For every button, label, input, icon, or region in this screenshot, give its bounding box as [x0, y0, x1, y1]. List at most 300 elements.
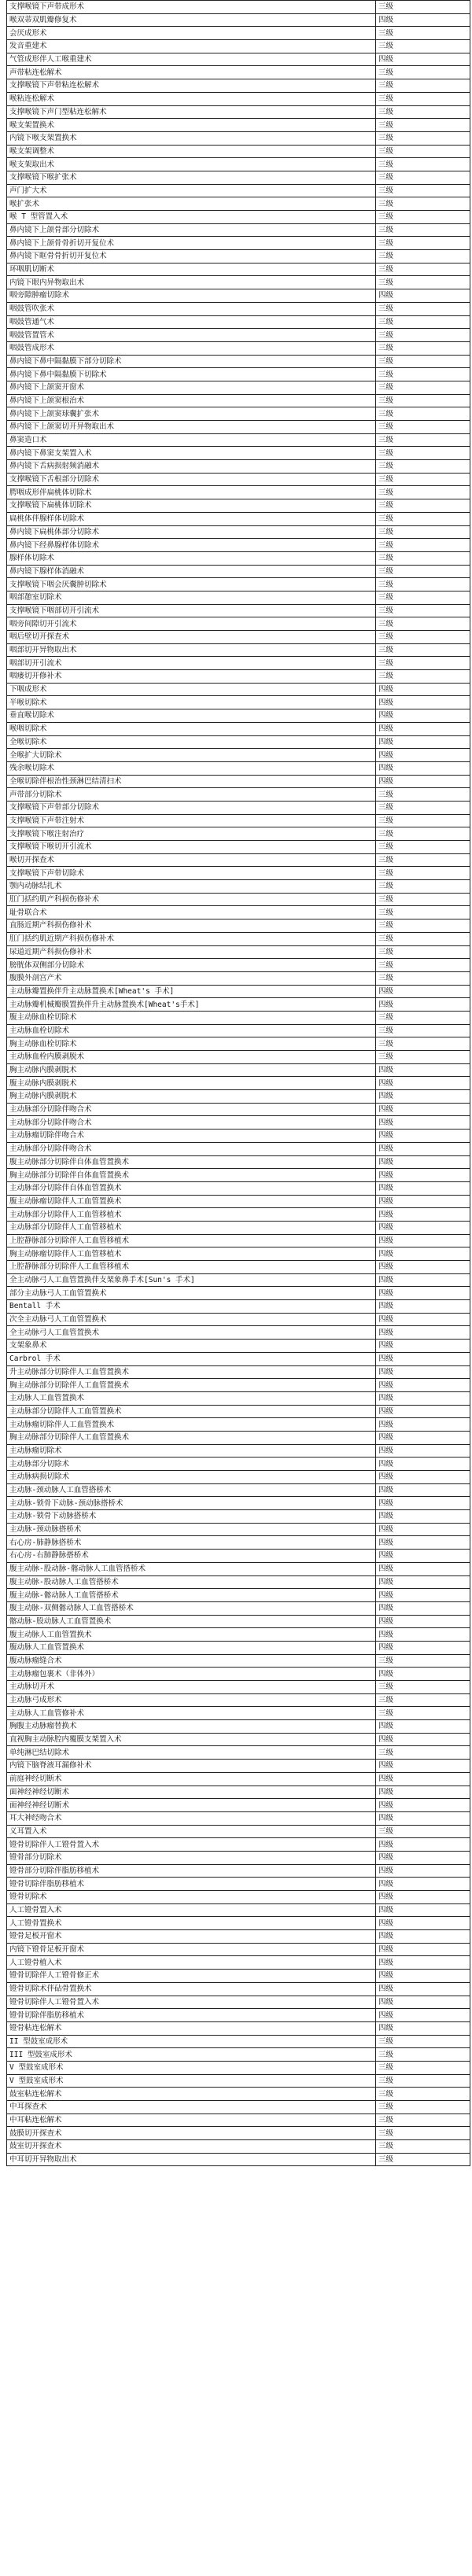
surgery-level-cell: 三级	[376, 959, 470, 972]
procedure-name-cell: 全喉切除术	[7, 735, 376, 749]
procedure-name-cell: 下咽成形术	[7, 683, 376, 696]
procedure-name-cell: 鼻内镜下舌病损射频消融术	[7, 460, 376, 474]
table-row	[7, 657, 470, 670]
table-row	[7, 1077, 470, 1090]
surgery-level-cell: 四级	[376, 1208, 470, 1222]
surgery-level-cell: 三级	[376, 1011, 470, 1024]
procedure-name-cell: 声门扩大术	[7, 184, 376, 197]
procedure-name-cell: 鼻内镜下鼻中隔黏膜下部分切除术	[7, 355, 376, 368]
table-row	[7, 1273, 470, 1287]
table-row	[7, 1130, 470, 1143]
surgery-level-cell: 四级	[376, 775, 470, 788]
table-row	[7, 1562, 470, 1575]
surgery-level-cell: 四级	[376, 1562, 470, 1575]
surgery-level-cell: 三级	[376, 2127, 470, 2140]
surgery-level-cell: 三级	[376, 27, 470, 40]
surgery-level-cell: 三级	[376, 499, 470, 513]
surgery-level-cell: 四级	[376, 1536, 470, 1550]
procedure-name-cell: 喉切开探查术	[7, 853, 376, 867]
surgery-level-cell: 四级	[376, 709, 470, 723]
surgery-level-table	[6, 0, 470, 2166]
surgery-level-cell: 四级	[376, 1510, 470, 1524]
surgery-level-cell: 三级	[376, 617, 470, 631]
surgery-level-cell: 三级	[376, 237, 470, 250]
surgery-level-cell: 四级	[376, 1352, 470, 1365]
table-row	[7, 447, 470, 460]
table-row	[7, 1707, 470, 1720]
surgery-level-cell: 三级	[376, 381, 470, 394]
table-row	[7, 1313, 470, 1326]
table-row	[7, 1090, 470, 1104]
table-row	[7, 696, 470, 709]
surgery-level-cell: 四级	[376, 1234, 470, 1247]
procedure-name-cell: 上腔静脉部分切除伴人工血管移植术	[7, 1261, 376, 1274]
procedure-name-cell: 支撑喉镜下喉扩张术	[7, 171, 376, 184]
surgery-level-cell: 四级	[376, 1458, 470, 1471]
surgery-level-cell: 三级	[376, 302, 470, 315]
surgery-level-cell: 四级	[376, 1287, 470, 1300]
table-row	[7, 1891, 470, 1904]
procedure-name-cell: 主动脉人工血管修补术	[7, 1707, 376, 1720]
surgery-level-cell: 四级	[376, 1090, 470, 1104]
procedure-name-cell: 主动脉弓成形术	[7, 1693, 376, 1707]
surgery-level-cell: 四级	[376, 1772, 470, 1786]
surgery-level-cell: 三级	[376, 880, 470, 894]
table-row	[7, 302, 470, 315]
procedure-name-cell: 腭咽成形伴扁桃体切除术	[7, 486, 376, 499]
table-row	[7, 1510, 470, 1524]
table-row	[7, 1693, 470, 1707]
procedure-name-cell: 面神经神经切断术	[7, 1799, 376, 1812]
table-row	[7, 670, 470, 684]
surgery-level-cell: 三级	[376, 66, 470, 79]
procedure-name-cell: 腹主动脉-髂动脉人工血管搭桥术	[7, 1589, 376, 1602]
surgery-level-cell: 四级	[376, 1733, 470, 1746]
surgery-level-cell: 三级	[376, 801, 470, 814]
surgery-level-cell: 四级	[376, 1326, 470, 1340]
table-row	[7, 473, 470, 486]
table-row	[7, 1169, 470, 1182]
table-row	[7, 880, 470, 894]
surgery-level-cell: 三级	[376, 2101, 470, 2114]
surgery-level-cell: 三级	[376, 223, 470, 237]
procedure-name-cell: 髂动脉-股动脉人工血管置换术	[7, 1615, 376, 1628]
surgery-level-cell: 三级	[376, 119, 470, 132]
procedure-name-cell: 镫骨切除术伴砧骨置换术	[7, 1982, 376, 1996]
table-row	[7, 27, 470, 40]
procedure-name-cell: 支撑喉镜下喉注射治疗	[7, 827, 376, 841]
table-row	[7, 722, 470, 735]
procedure-name-cell: 胸主动脉血栓切除术	[7, 1037, 376, 1051]
table-row	[7, 1943, 470, 1956]
surgery-level-cell: 四级	[376, 985, 470, 998]
surgery-level-cell: 三级	[376, 643, 470, 657]
surgery-level-cell: 四级	[376, 1996, 470, 2009]
table-row	[7, 250, 470, 263]
surgery-level-cell: 四级	[376, 1668, 470, 1681]
procedure-name-cell: 鼓膜切开探查术	[7, 2127, 376, 2140]
table-row	[7, 53, 470, 66]
surgery-level-cell: 四级	[376, 1300, 470, 1314]
table-row	[7, 1497, 470, 1510]
table-row	[7, 1365, 470, 1379]
table-row	[7, 237, 470, 250]
surgery-level-cell: 三级	[376, 2088, 470, 2101]
procedure-name-cell: 支撑喉镜下声带切除术	[7, 867, 376, 880]
procedure-name-cell: 面神经神经切断术	[7, 1786, 376, 1799]
procedure-name-cell: Bentall 手术	[7, 1300, 376, 1314]
table-row	[7, 119, 470, 132]
surgery-level-cell: 四级	[376, 53, 470, 66]
surgery-level-cell: 三级	[376, 1693, 470, 1707]
procedure-name-cell: 支撑喉镜下声门型粘连松解术	[7, 105, 376, 119]
surgery-level-cell: 四级	[376, 1786, 470, 1799]
table-row	[7, 1181, 470, 1195]
surgery-level-cell: 四级	[376, 1970, 470, 1983]
surgery-level-cell: 三级	[376, 2061, 470, 2074]
procedure-name-cell: 咽鼓管吹张术	[7, 302, 376, 315]
table-row	[7, 1011, 470, 1024]
surgery-level-cell: 三级	[376, 79, 470, 93]
surgery-level-cell: 三级	[376, 1825, 470, 1838]
procedure-name-cell: 咽部切开异物取出术	[7, 643, 376, 657]
surgery-level-cell: 三级	[376, 906, 470, 919]
surgery-level-cell: 四级	[376, 722, 470, 735]
surgery-level-cell: 四级	[376, 1903, 470, 1917]
surgery-level-cell: 三级	[376, 197, 470, 211]
procedure-name-cell: 上腔静脉部分切除伴人工血管移植术	[7, 1234, 376, 1247]
surgery-level-cell: 四级	[376, 1575, 470, 1589]
procedure-name-cell: 镫骨部分切除伴脂肪移植术	[7, 1864, 376, 1878]
procedure-name-cell: 胸主动脉内膜剥脱术	[7, 1090, 376, 1104]
table-row	[7, 631, 470, 644]
procedure-name-cell: 咽旁隙肿瘤切除术	[7, 289, 376, 303]
surgery-level-cell: 三级	[376, 145, 470, 158]
table-row	[7, 814, 470, 827]
table-row	[7, 801, 470, 814]
table-row	[7, 1811, 470, 1825]
surgery-level-cell: 三级	[376, 473, 470, 486]
surgery-level-cell: 四级	[376, 1917, 470, 1930]
table-row	[7, 775, 470, 788]
table-row	[7, 551, 470, 565]
surgery-level-cell: 四级	[376, 1418, 470, 1432]
procedure-name-cell: 主动脉-颈动脉人工血管搭桥术	[7, 1483, 376, 1497]
table-row	[7, 919, 470, 933]
procedure-name-cell: 主动脉血栓内膜剥脱术	[7, 1051, 376, 1064]
procedure-name-cell: 腹主动脉-股动脉人工血管搭桥术	[7, 1575, 376, 1589]
procedure-name-cell: 内镜下镫骨足板开窗术	[7, 1943, 376, 1956]
table-row	[7, 853, 470, 867]
procedure-name-cell: 咽瘘切开修补术	[7, 670, 376, 684]
surgery-level-cell: 三级	[376, 945, 470, 959]
table-row	[7, 1155, 470, 1169]
surgery-level-cell: 三级	[376, 1037, 470, 1051]
table-row	[7, 617, 470, 631]
procedure-name-cell: V 型鼓室成形术	[7, 2061, 376, 2074]
surgery-level-cell: 四级	[376, 735, 470, 749]
table-row	[7, 1550, 470, 1563]
surgery-level-cell: 三级	[376, 2035, 470, 2048]
surgery-level-cell: 三级	[376, 971, 470, 985]
table-row	[7, 66, 470, 79]
surgery-level-cell: 四级	[376, 1589, 470, 1602]
procedure-name-cell: 镫骨切除伴人工镫骨置入术	[7, 1996, 376, 2009]
surgery-level-cell: 四级	[376, 1405, 470, 1418]
procedure-name-cell: 支撑喉镜下喉切开引流术	[7, 841, 376, 854]
table-row	[7, 407, 470, 421]
procedure-name-cell: 部分主动脉弓人工血管置换术	[7, 1287, 376, 1300]
table-row	[7, 499, 470, 513]
table-row	[7, 341, 470, 355]
surgery-level-cell: 三级	[376, 40, 470, 53]
table-row	[7, 749, 470, 762]
procedure-name-cell: 直视胸主动脉腔内覆膜支架置入术	[7, 1733, 376, 1746]
table-row	[7, 2009, 470, 2022]
surgery-level-cell: 三级	[376, 604, 470, 617]
procedure-name-cell: 镫骨切除伴人工镫骨修正术	[7, 1970, 376, 1983]
surgery-level-cell: 三级	[376, 1707, 470, 1720]
procedure-name-cell: 尿道近期产科损伤修补术	[7, 945, 376, 959]
surgery-level-cell: 四级	[376, 1391, 470, 1405]
surgery-level-cell: 四级	[376, 761, 470, 775]
table-row	[7, 197, 470, 211]
procedure-name-cell: 鼻窦造口术	[7, 433, 376, 447]
procedure-name-cell: 全喉切除伴根治性颈淋巴结清扫术	[7, 775, 376, 788]
surgery-level-cell: 四级	[376, 1431, 470, 1444]
surgery-level-cell: 四级	[376, 1483, 470, 1497]
table-row	[7, 998, 470, 1012]
table-row	[7, 1340, 470, 1353]
surgery-level-cell: 四级	[376, 1601, 470, 1615]
table-row	[7, 1, 470, 14]
procedure-name-cell: 中耳粘连松解术	[7, 2113, 376, 2127]
procedure-name-cell: 胸主动脉部分切除伴自体血管置换术	[7, 1169, 376, 1182]
procedure-name-cell: 主动脉瓣机械瓣膜置换伴升主动脉置换术[Wheat's手术]	[7, 998, 376, 1012]
procedure-name-cell: 鼻内镜下腺样体消融术	[7, 565, 376, 578]
procedure-name-cell: 主动脉-颈动脉搭桥术	[7, 1523, 376, 1536]
surgery-level-cell: 三级	[376, 631, 470, 644]
table-row	[7, 394, 470, 407]
table-row	[7, 1444, 470, 1458]
table-row	[7, 1391, 470, 1405]
surgery-level-cell: 三级	[376, 1, 470, 14]
table-row	[7, 841, 470, 854]
procedure-name-cell: 腹动脉人工血管置换术	[7, 1641, 376, 1654]
procedure-name-cell: 扁桃体伴腺样体切除术	[7, 512, 376, 525]
procedure-name-cell: 支撑喉镜下声带粘连松解术	[7, 79, 376, 93]
surgery-level-cell: 四级	[376, 1379, 470, 1392]
procedure-name-cell: 腹主动脉内膜剥脱术	[7, 1077, 376, 1090]
procedure-name-cell: 喉支架取出术	[7, 158, 376, 171]
table-body	[7, 1, 470, 2166]
surgery-level-cell: 四级	[376, 1550, 470, 1563]
surgery-level-cell: 四级	[376, 1628, 470, 1642]
surgery-level-cell: 四级	[376, 1471, 470, 1484]
table-row	[7, 604, 470, 617]
surgery-level-cell: 三级	[376, 341, 470, 355]
surgery-level-cell: 三级	[376, 539, 470, 552]
procedure-name-cell: 镫骨切除术	[7, 1891, 376, 1904]
procedure-name-cell: 咽鼓管成形术	[7, 341, 376, 355]
surgery-level-cell: 三级	[376, 788, 470, 802]
procedure-name-cell: 镫骨粘连松解术	[7, 2021, 376, 2035]
procedure-name-cell: 支架象鼻术	[7, 1340, 376, 1353]
table-row	[7, 1287, 470, 1300]
surgery-level-cell: 四级	[376, 1261, 470, 1274]
table-row	[7, 1234, 470, 1247]
table-row	[7, 1431, 470, 1444]
table-row	[7, 1024, 470, 1037]
procedure-name-cell: 喉粘连松解术	[7, 92, 376, 105]
surgery-level-cell: 四级	[376, 1943, 470, 1956]
surgery-level-cell: 三级	[376, 421, 470, 434]
surgery-level-cell: 三级	[376, 814, 470, 827]
surgery-level-cell: 四级	[376, 1720, 470, 1734]
table-row	[7, 709, 470, 723]
table-row	[7, 1851, 470, 1864]
surgery-level-cell: 四级	[376, 1641, 470, 1654]
table-row	[7, 827, 470, 841]
surgery-level-cell: 三级	[376, 893, 470, 906]
procedure-name-cell: 喉咽切除术	[7, 722, 376, 735]
procedure-name-cell: 主动脉瓣置换伴升主动脉置换术[Wheat's 手术]	[7, 985, 376, 998]
table-row	[7, 329, 470, 342]
surgery-level-cell: 四级	[376, 289, 470, 303]
table-row	[7, 368, 470, 381]
table-row	[7, 512, 470, 525]
procedure-name-cell: II 型鼓室成形术	[7, 2035, 376, 2048]
table-row	[7, 1483, 470, 1497]
procedure-name-cell: 腹主动脉血栓切除术	[7, 1011, 376, 1024]
surgery-level-cell: 三级	[376, 565, 470, 578]
table-row	[7, 1996, 470, 2009]
table-row	[7, 1418, 470, 1432]
surgery-level-cell: 三级	[376, 158, 470, 171]
surgery-level-cell: 四级	[376, 1851, 470, 1864]
surgery-level-cell: 三级	[376, 355, 470, 368]
table-row	[7, 2088, 470, 2101]
procedure-name-cell: 鼻内镜下经鼻腺样体切除术	[7, 539, 376, 552]
procedure-name-cell: 支撑喉镜下声带成形术	[7, 1, 376, 14]
table-row	[7, 1628, 470, 1642]
procedure-name-cell: 腹动脉瘤缝合术	[7, 1654, 376, 1668]
procedure-name-cell: 右心房-右肺静脉搭桥术	[7, 1550, 376, 1563]
procedure-name-cell: 耻骨联合术	[7, 906, 376, 919]
surgery-level-cell: 三级	[376, 486, 470, 499]
surgery-level-cell: 三级	[376, 919, 470, 933]
table-row	[7, 184, 470, 197]
procedure-name-cell: 镫骨部分切除术	[7, 1851, 376, 1864]
surgery-level-cell: 三级	[376, 433, 470, 447]
table-row	[7, 433, 470, 447]
procedure-name-cell: 鼻内镜下上颌骨部分切除术	[7, 223, 376, 237]
procedure-name-cell: 主动脉部分切除术	[7, 1458, 376, 1471]
procedure-name-cell: 胸主动脉瘤切除伴人工血管移植术	[7, 1247, 376, 1261]
table-row	[7, 1825, 470, 1838]
table-row	[7, 315, 470, 329]
surgery-level-cell: 三级	[376, 329, 470, 342]
procedure-name-cell: 支撑喉镜下扁桃体切除术	[7, 499, 376, 513]
table-row	[7, 565, 470, 578]
procedure-name-cell: 咽鼓管通气术	[7, 315, 376, 329]
surgery-level-cell: 三级	[376, 1051, 470, 1064]
table-row	[7, 105, 470, 119]
table-row	[7, 1956, 470, 1970]
procedure-name-cell: 会厌成形术	[7, 27, 376, 40]
table-row	[7, 1300, 470, 1314]
surgery-level-cell: 四级	[376, 998, 470, 1012]
table-row	[7, 1654, 470, 1668]
procedure-name-cell: 直肠近期产科损伤修补术	[7, 919, 376, 933]
surgery-level-cell: 四级	[376, 1365, 470, 1379]
procedure-name-cell: 人工镫骨置入术	[7, 1903, 376, 1917]
procedure-name-cell: 义耳置入术	[7, 1825, 376, 1838]
table-row	[7, 1668, 470, 1681]
procedure-name-cell: 主动脉瘤切除伴吻合术	[7, 1130, 376, 1143]
procedure-name-cell: 主动脉-锁骨下动脉搭桥术	[7, 1510, 376, 1524]
table-row	[7, 1221, 470, 1234]
table-row	[7, 381, 470, 394]
procedure-name-cell: 人工镫骨置换术	[7, 1917, 376, 1930]
table-row	[7, 1116, 470, 1130]
table-row	[7, 145, 470, 158]
table-row	[7, 1575, 470, 1589]
procedure-name-cell: 膀胱体双侧部分切除术	[7, 959, 376, 972]
table-row	[7, 1103, 470, 1116]
procedure-name-cell: 垂直喉切除术	[7, 709, 376, 723]
surgery-level-cell: 三级	[376, 591, 470, 604]
surgery-level-cell: 四级	[376, 1930, 470, 1944]
procedure-name-cell: 中耳切开异物取出术	[7, 2153, 376, 2166]
table-row	[7, 788, 470, 802]
procedure-name-cell: 鼻内镜下上颌窦切开异物取出术	[7, 421, 376, 434]
procedure-name-cell: 主动脉部分切除伴人工血管移植术	[7, 1221, 376, 1234]
procedure-name-cell: 镫骨切除伴脂肪移植术	[7, 1878, 376, 1891]
surgery-level-cell: 三级	[376, 512, 470, 525]
procedure-name-cell: 胸主动脉部分切除伴人工血管置换术	[7, 1431, 376, 1444]
procedure-name-cell: 内镜下眼内异物取出术	[7, 276, 376, 289]
procedure-name-cell: 支撑喉镜下咽部切开引流术	[7, 604, 376, 617]
surgery-level-cell: 四级	[376, 1313, 470, 1326]
table-row	[7, 276, 470, 289]
table-row	[7, 945, 470, 959]
procedure-name-cell: 声带部分切除术	[7, 788, 376, 802]
surgery-level-cell: 四级	[376, 1181, 470, 1195]
surgery-level-cell: 四级	[376, 1444, 470, 1458]
procedure-name-cell: 鼻内镜下上颌窦开窗术	[7, 381, 376, 394]
procedure-name-cell: 内镜下脑脊液耳漏修补术	[7, 1760, 376, 1773]
procedure-name-cell: 咽部切开引流术	[7, 657, 376, 670]
table-row	[7, 2113, 470, 2127]
procedure-name-cell: 鼻内镜下上颌骨骨折切开复位术	[7, 237, 376, 250]
table-row	[7, 1051, 470, 1064]
table-row	[7, 683, 470, 696]
surgery-level-cell: 三级	[376, 657, 470, 670]
procedure-name-cell: 支撑喉镜下声带部分切除术	[7, 801, 376, 814]
table-row	[7, 1142, 470, 1155]
surgery-level-cell: 三级	[376, 932, 470, 945]
procedure-name-cell: 全喉扩大切除术	[7, 749, 376, 762]
procedure-name-cell: 腺样体切除术	[7, 551, 376, 565]
table-row	[7, 1641, 470, 1654]
procedure-name-cell: 鼻内镜下扁桃体部分切除术	[7, 525, 376, 539]
surgery-level-cell: 四级	[376, 1523, 470, 1536]
procedure-name-cell: Carbrol 手术	[7, 1352, 376, 1365]
table-row	[7, 1379, 470, 1392]
procedure-name-cell: 咽鼓管置管术	[7, 329, 376, 342]
surgery-level-cell: 三级	[376, 460, 470, 474]
